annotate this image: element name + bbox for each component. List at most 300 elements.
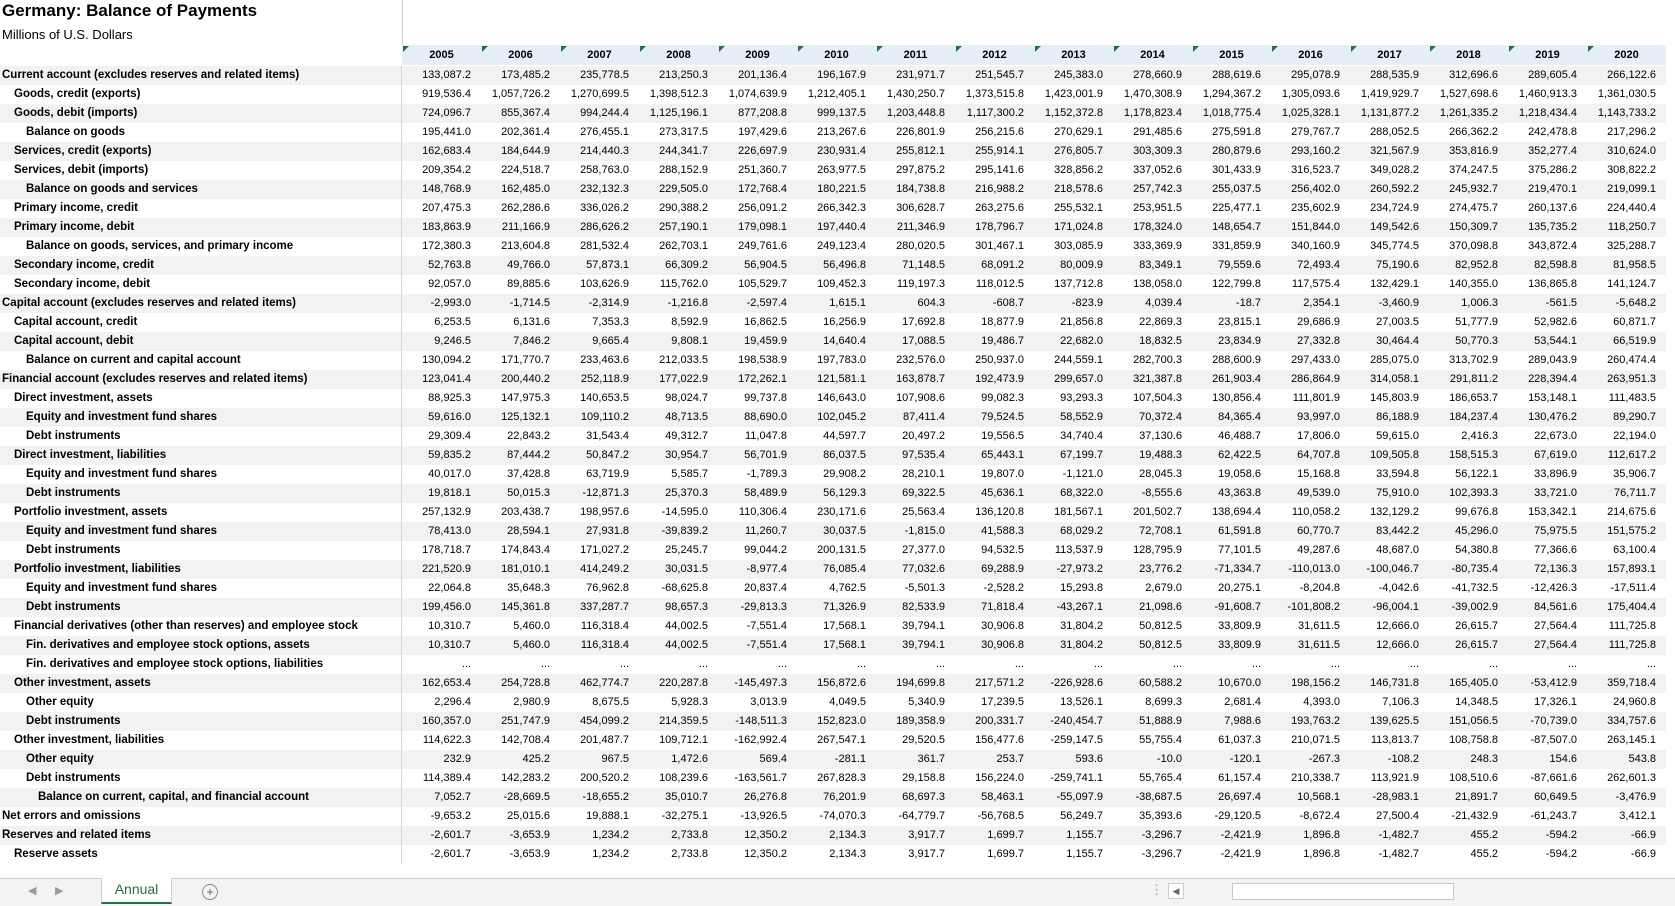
row-label-cell[interactable]: Direct investment, assets bbox=[0, 389, 402, 408]
value-cell[interactable]: 28,045.3 bbox=[1139, 468, 1182, 480]
value-cell[interactable]: 51,777.9 bbox=[1455, 316, 1498, 328]
value-cell[interactable]: 35,906.7 bbox=[1613, 468, 1656, 480]
value-cell[interactable]: 308,822.2 bbox=[1607, 164, 1656, 176]
value-cell[interactable]: -1,216.8 bbox=[667, 297, 708, 309]
value-cell[interactable]: 18,877.9 bbox=[981, 316, 1024, 328]
value-cell[interactable]: 192,473.9 bbox=[975, 373, 1024, 385]
value-cell[interactable]: 67,199.7 bbox=[1060, 449, 1103, 461]
value-cell[interactable]: 152,823.0 bbox=[817, 715, 866, 727]
tab-split-handle-icon[interactable]: ⋮ bbox=[1150, 882, 1163, 897]
value-cell[interactable]: 88,690.0 bbox=[744, 411, 787, 423]
value-cell[interactable]: 14,640.4 bbox=[823, 335, 866, 347]
value-cell[interactable]: 92,057.0 bbox=[428, 278, 471, 290]
value-cell[interactable]: -96,004.1 bbox=[1372, 601, 1419, 613]
value-cell[interactable]: 151,575.2 bbox=[1607, 525, 1656, 537]
value-cell[interactable]: 454,099.2 bbox=[580, 715, 629, 727]
value-cell[interactable]: 130,856.4 bbox=[1212, 392, 1261, 404]
value-cell[interactable]: 197,783.0 bbox=[817, 354, 866, 366]
value-cell[interactable]: 19,818.1 bbox=[428, 487, 471, 499]
value-cell[interactable]: -38,687.5 bbox=[1135, 791, 1182, 803]
value-cell[interactable]: 279,767.7 bbox=[1291, 126, 1340, 138]
value-cell[interactable]: 49,539.0 bbox=[1297, 487, 1340, 499]
value-cell[interactable]: 35,648.3 bbox=[507, 582, 550, 594]
value-cell[interactable]: 336,026.2 bbox=[580, 202, 629, 214]
value-cell[interactable]: -281.1 bbox=[834, 753, 866, 765]
value-cell[interactable]: 17,239.5 bbox=[981, 696, 1024, 708]
row-label-cell[interactable]: Financial account (excludes reserves and related items) bbox=[0, 370, 402, 389]
value-cell[interactable]: -43,267.1 bbox=[1056, 601, 1103, 613]
value-cell[interactable]: 151,056.5 bbox=[1449, 715, 1498, 727]
value-cell[interactable]: 72,708.1 bbox=[1139, 525, 1182, 537]
value-cell[interactable]: 162,683.4 bbox=[422, 145, 471, 157]
year-header-cell[interactable] bbox=[876, 45, 955, 65]
value-cell[interactable]: 71,326.9 bbox=[823, 601, 866, 613]
value-cell[interactable]: -12,871.3 bbox=[582, 487, 629, 499]
value-cell[interactable]: 109,505.8 bbox=[1370, 449, 1419, 461]
row-label-cell[interactable]: Goods, debit (imports) bbox=[0, 104, 402, 123]
value-cell[interactable]: 1,218,434.4 bbox=[1518, 107, 1577, 119]
value-cell[interactable]: 604.3 bbox=[917, 297, 945, 309]
value-cell[interactable]: 219,099.1 bbox=[1607, 183, 1656, 195]
value-cell[interactable]: -3,653.9 bbox=[509, 829, 550, 841]
value-cell[interactable]: 177,022.9 bbox=[659, 373, 708, 385]
value-cell[interactable]: 45,636.1 bbox=[981, 487, 1024, 499]
value-cell[interactable]: -145,497.3 bbox=[734, 677, 787, 689]
value-cell[interactable]: 5,340.9 bbox=[908, 696, 945, 708]
value-cell[interactable]: 118,012.5 bbox=[975, 278, 1024, 290]
value-cell[interactable]: -594.2 bbox=[1545, 848, 1577, 860]
value-cell[interactable]: -21,432.9 bbox=[1451, 810, 1498, 822]
value-cell[interactable]: -74,070.3 bbox=[819, 810, 866, 822]
value-cell[interactable]: 24,960.8 bbox=[1613, 696, 1656, 708]
year-header-cell[interactable] bbox=[1429, 45, 1508, 65]
value-cell[interactable]: 1,234.2 bbox=[592, 829, 629, 841]
value-cell[interactable]: 175,404.4 bbox=[1607, 601, 1656, 613]
value-cell[interactable]: 27,332.8 bbox=[1297, 335, 1340, 347]
value-cell[interactable]: 71,818.4 bbox=[981, 601, 1024, 613]
value-cell[interactable]: 67,619.0 bbox=[1534, 449, 1577, 461]
value-cell[interactable]: 86,037.5 bbox=[823, 449, 866, 461]
value-cell[interactable]: 35,393.6 bbox=[1139, 810, 1182, 822]
value-cell[interactable]: ... bbox=[1251, 658, 1261, 670]
value-cell[interactable]: 278,660.9 bbox=[1133, 69, 1182, 81]
value-cell[interactable]: 44,002.5 bbox=[665, 620, 708, 632]
scroll-left-icon[interactable]: ◀ bbox=[1168, 883, 1184, 899]
value-cell[interactable]: 225,477.1 bbox=[1212, 202, 1261, 214]
value-cell[interactable]: 93,293.3 bbox=[1060, 392, 1103, 404]
row-label-cell[interactable]: Secondary income, debit bbox=[0, 275, 402, 294]
row-label-cell[interactable]: Debt instruments bbox=[0, 712, 402, 731]
value-cell[interactable]: 178,718.7 bbox=[422, 544, 471, 556]
value-cell[interactable]: 34,740.4 bbox=[1060, 430, 1103, 442]
value-cell[interactable]: -66.9 bbox=[1630, 848, 1656, 860]
value-cell[interactable]: 111,801.9 bbox=[1292, 392, 1340, 404]
value-cell[interactable]: 150,309.7 bbox=[1449, 221, 1498, 233]
value-cell[interactable]: 109,452.3 bbox=[817, 278, 866, 290]
value-cell[interactable]: -7,551.4 bbox=[746, 620, 787, 632]
value-cell[interactable]: 200,520.2 bbox=[580, 772, 629, 784]
row-label-cell[interactable]: Debt instruments bbox=[0, 598, 402, 617]
value-cell[interactable]: 39,794.1 bbox=[902, 639, 945, 651]
value-cell[interactable]: 248.3 bbox=[1470, 753, 1498, 765]
value-cell[interactable]: 21,856.8 bbox=[1060, 316, 1103, 328]
value-cell[interactable]: 58,552.9 bbox=[1060, 411, 1103, 423]
value-cell[interactable]: -28,669.5 bbox=[503, 791, 550, 803]
value-cell[interactable]: 211,346.9 bbox=[896, 221, 945, 233]
value-cell[interactable]: 291,811.2 bbox=[1449, 373, 1498, 385]
value-cell[interactable]: 35,010.7 bbox=[665, 791, 708, 803]
value-cell[interactable]: 7,052.7 bbox=[434, 791, 471, 803]
value-cell[interactable]: 83,442.2 bbox=[1376, 525, 1419, 537]
value-cell[interactable]: 256,215.6 bbox=[975, 126, 1024, 138]
value-cell[interactable]: 116,318.4 bbox=[580, 639, 629, 651]
value-cell[interactable]: 110,058.2 bbox=[1291, 506, 1340, 518]
value-cell[interactable]: 17,806.0 bbox=[1297, 430, 1340, 442]
value-cell[interactable]: 7,106.3 bbox=[1382, 696, 1419, 708]
value-cell[interactable]: 1,178,823.4 bbox=[1123, 107, 1182, 119]
value-cell[interactable]: 60,588.2 bbox=[1139, 677, 1182, 689]
value-cell[interactable]: ... bbox=[935, 658, 945, 670]
value-cell[interactable]: 19,058.6 bbox=[1218, 468, 1261, 480]
value-cell[interactable]: 201,136.4 bbox=[738, 69, 787, 81]
prev-sheet-arrow-icon[interactable]: ◀ bbox=[28, 885, 37, 897]
value-cell[interactable]: 50,847.2 bbox=[586, 449, 629, 461]
value-cell[interactable]: 138,694.4 bbox=[1212, 506, 1261, 518]
value-cell[interactable]: 1,018,775.4 bbox=[1202, 107, 1261, 119]
value-cell[interactable]: 27,564.4 bbox=[1534, 620, 1577, 632]
value-cell[interactable]: 210,338.7 bbox=[1291, 772, 1340, 784]
value-cell[interactable]: 75,910.0 bbox=[1376, 487, 1419, 499]
value-cell[interactable]: 156,477.6 bbox=[975, 734, 1024, 746]
value-cell[interactable]: 148,768.9 bbox=[422, 183, 471, 195]
value-cell[interactable]: 375,286.2 bbox=[1528, 164, 1577, 176]
value-cell[interactable]: 2,733.8 bbox=[671, 848, 708, 860]
value-cell[interactable]: 114,622.3 bbox=[422, 734, 471, 746]
value-cell[interactable]: 301,467.1 bbox=[975, 240, 1024, 252]
value-cell[interactable]: -162,992.4 bbox=[734, 734, 787, 746]
value-cell[interactable]: 263,145.1 bbox=[1607, 734, 1656, 746]
value-cell[interactable]: 110,306.4 bbox=[738, 506, 787, 518]
value-cell[interactable]: 10,310.7 bbox=[428, 620, 471, 632]
value-cell[interactable]: 29,908.2 bbox=[823, 468, 866, 480]
value-cell[interactable]: 89,290.7 bbox=[1613, 411, 1656, 423]
value-cell[interactable]: 98,657.3 bbox=[665, 601, 708, 613]
value-cell[interactable]: ... bbox=[1093, 658, 1103, 670]
value-cell[interactable]: 242,478.8 bbox=[1528, 126, 1577, 138]
value-cell[interactable]: 117,575.4 bbox=[1291, 278, 1340, 290]
row-label-cell[interactable]: Primary income, debit bbox=[0, 218, 402, 237]
value-cell[interactable]: -61,243.7 bbox=[1530, 810, 1577, 822]
value-cell[interactable]: 331,859.9 bbox=[1212, 240, 1261, 252]
value-cell[interactable]: 22,682.0 bbox=[1060, 335, 1103, 347]
value-cell[interactable]: 303,085.9 bbox=[1054, 240, 1103, 252]
value-cell[interactable]: 249,761.6 bbox=[738, 240, 787, 252]
value-cell[interactable]: ... bbox=[1409, 658, 1419, 670]
value-cell[interactable]: 56,904.5 bbox=[744, 259, 787, 271]
value-cell[interactable]: 1,896.8 bbox=[1303, 829, 1340, 841]
value-cell[interactable]: -28,983.1 bbox=[1372, 791, 1419, 803]
value-cell[interactable]: 189,358.9 bbox=[896, 715, 945, 727]
value-cell[interactable]: 245,932.7 bbox=[1449, 183, 1498, 195]
value-cell[interactable]: 30,031.5 bbox=[665, 563, 708, 575]
value-cell[interactable]: 183,863.9 bbox=[422, 221, 471, 233]
value-cell[interactable]: -2,597.4 bbox=[746, 297, 787, 309]
value-cell[interactable]: 6,131.6 bbox=[513, 316, 550, 328]
value-cell[interactable]: 1,234.2 bbox=[592, 848, 629, 860]
value-cell[interactable]: 877,208.8 bbox=[738, 107, 787, 119]
value-cell[interactable]: 15,168.8 bbox=[1297, 468, 1340, 480]
value-cell[interactable]: 29,309.4 bbox=[428, 430, 471, 442]
value-cell[interactable]: 60,871.7 bbox=[1613, 316, 1656, 328]
value-cell[interactable]: 153,342.1 bbox=[1528, 506, 1577, 518]
value-cell[interactable]: 181,567.1 bbox=[1054, 506, 1103, 518]
value-cell[interactable]: 99,676.8 bbox=[1455, 506, 1498, 518]
value-cell[interactable]: -226,928.6 bbox=[1050, 677, 1103, 689]
value-cell[interactable]: 1,143,733.2 bbox=[1597, 107, 1656, 119]
row-label-cell[interactable]: Reserve assets bbox=[0, 845, 402, 864]
value-cell[interactable]: 113,537.9 bbox=[1054, 544, 1103, 556]
value-cell[interactable]: 88,925.3 bbox=[428, 392, 471, 404]
value-cell[interactable]: 50,812.5 bbox=[1139, 639, 1182, 651]
value-cell[interactable]: -53,412.9 bbox=[1530, 677, 1577, 689]
value-cell[interactable]: 153,148.1 bbox=[1528, 392, 1577, 404]
value-cell[interactable]: 288,600.9 bbox=[1212, 354, 1261, 366]
value-cell[interactable]: 4,039.4 bbox=[1145, 297, 1182, 309]
value-cell[interactable]: 251,360.7 bbox=[738, 164, 787, 176]
value-cell[interactable]: ... bbox=[1172, 658, 1182, 670]
row-label-cell[interactable]: Equity and investment fund shares bbox=[0, 408, 402, 427]
value-cell[interactable]: 27,500.4 bbox=[1376, 810, 1419, 822]
value-cell[interactable]: 281,532.4 bbox=[580, 240, 629, 252]
value-cell[interactable]: 26,697.4 bbox=[1218, 791, 1261, 803]
value-cell[interactable]: 122,799.8 bbox=[1212, 278, 1261, 290]
value-cell[interactable]: 50,770.3 bbox=[1455, 335, 1498, 347]
value-cell[interactable]: 374,247.5 bbox=[1449, 164, 1498, 176]
value-cell[interactable]: 226,697.9 bbox=[738, 145, 787, 157]
value-cell[interactable]: 199,456.0 bbox=[422, 601, 471, 613]
value-cell[interactable]: 178,796.7 bbox=[975, 221, 1024, 233]
value-cell[interactable]: 3,917.7 bbox=[908, 829, 945, 841]
value-cell[interactable]: -3,460.9 bbox=[1378, 297, 1419, 309]
value-cell[interactable]: 108,510.6 bbox=[1449, 772, 1498, 784]
value-cell[interactable]: 291,485.6 bbox=[1133, 126, 1182, 138]
value-cell[interactable]: ... bbox=[1646, 658, 1656, 670]
value-cell[interactable]: 99,082.3 bbox=[981, 392, 1024, 404]
value-cell[interactable]: 105,529.7 bbox=[738, 278, 787, 290]
value-cell[interactable]: 266,362.2 bbox=[1449, 126, 1498, 138]
value-cell[interactable]: 232,576.0 bbox=[896, 354, 945, 366]
value-cell[interactable]: 1,261,335.2 bbox=[1439, 107, 1498, 119]
value-cell[interactable]: 257,742.3 bbox=[1133, 183, 1182, 195]
value-cell[interactable]: 18,832.5 bbox=[1139, 335, 1182, 347]
value-cell[interactable]: 171,770.7 bbox=[501, 354, 550, 366]
row-label-cell[interactable]: Balance on goods and services bbox=[0, 180, 402, 199]
value-cell[interactable]: 7,353.3 bbox=[592, 316, 629, 328]
value-cell[interactable]: 26,615.7 bbox=[1455, 639, 1498, 651]
value-cell[interactable]: 114,389.4 bbox=[422, 772, 471, 784]
value-cell[interactable]: 288,052.5 bbox=[1370, 126, 1419, 138]
value-cell[interactable]: 76,962.8 bbox=[586, 582, 629, 594]
value-cell[interactable]: 87,411.4 bbox=[902, 411, 945, 423]
value-cell[interactable]: 123,041.4 bbox=[422, 373, 471, 385]
value-cell[interactable]: -18,655.2 bbox=[582, 791, 629, 803]
year-header-cell[interactable] bbox=[797, 45, 876, 65]
value-cell[interactable]: 184,644.9 bbox=[501, 145, 550, 157]
value-cell[interactable]: ... bbox=[1014, 658, 1024, 670]
row-label-cell[interactable]: Capital account (excludes reserves and related items) bbox=[0, 294, 402, 313]
value-cell[interactable]: -2,421.9 bbox=[1220, 829, 1261, 841]
value-cell[interactable]: 226,801.9 bbox=[896, 126, 945, 138]
value-cell[interactable]: 263,951.3 bbox=[1607, 373, 1656, 385]
value-cell[interactable]: 10,568.1 bbox=[1297, 791, 1340, 803]
value-cell[interactable]: -10.0 bbox=[1156, 753, 1182, 765]
value-cell[interactable]: -9,653.2 bbox=[430, 810, 471, 822]
value-cell[interactable]: 2,416.3 bbox=[1461, 430, 1498, 442]
value-cell[interactable]: 130,476.2 bbox=[1528, 411, 1577, 423]
value-cell[interactable]: 57,873.1 bbox=[586, 259, 629, 271]
value-cell[interactable]: 154.6 bbox=[1549, 753, 1577, 765]
value-cell[interactable]: 103,626.9 bbox=[580, 278, 629, 290]
value-cell[interactable]: 157,893.1 bbox=[1607, 563, 1656, 575]
row-label-cell[interactable]: Net errors and omissions bbox=[0, 807, 402, 826]
year-header-cell[interactable] bbox=[1508, 45, 1587, 65]
value-cell[interactable]: 10,670.0 bbox=[1218, 677, 1261, 689]
value-cell[interactable]: 919,536.4 bbox=[422, 88, 471, 100]
value-cell[interactable]: 1,472.6 bbox=[671, 753, 708, 765]
value-cell[interactable]: 345,774.5 bbox=[1370, 240, 1419, 252]
value-cell[interactable]: 31,611.5 bbox=[1297, 620, 1340, 632]
value-cell[interactable]: -148,511.3 bbox=[735, 715, 787, 727]
value-cell[interactable]: 70,372.4 bbox=[1139, 411, 1182, 423]
value-cell[interactable]: 56,122.1 bbox=[1455, 468, 1498, 480]
value-cell[interactable]: 68,029.2 bbox=[1060, 525, 1103, 537]
value-cell[interactable]: 52,982.6 bbox=[1534, 316, 1577, 328]
value-cell[interactable]: 17,568.1 bbox=[823, 639, 866, 651]
value-cell[interactable]: 87,444.2 bbox=[507, 449, 550, 461]
value-cell[interactable]: 1,699.7 bbox=[987, 829, 1024, 841]
value-cell[interactable]: 255,037.5 bbox=[1212, 183, 1261, 195]
value-cell[interactable]: 254,728.8 bbox=[501, 677, 550, 689]
value-cell[interactable]: -259,147.5 bbox=[1050, 734, 1103, 746]
value-cell[interactable]: 29,520.5 bbox=[902, 734, 945, 746]
value-cell[interactable]: 234,724.9 bbox=[1370, 202, 1419, 214]
value-cell[interactable]: -2,421.9 bbox=[1220, 848, 1261, 860]
value-cell[interactable]: 414,249.2 bbox=[580, 563, 629, 575]
value-cell[interactable]: 352,277.4 bbox=[1528, 145, 1577, 157]
value-cell[interactable]: 69,322.5 bbox=[902, 487, 945, 499]
value-cell[interactable]: -5,501.3 bbox=[904, 582, 945, 594]
value-cell[interactable]: 266,342.3 bbox=[817, 202, 866, 214]
value-cell[interactable]: 84,365.4 bbox=[1218, 411, 1261, 423]
value-cell[interactable]: 244,341.7 bbox=[659, 145, 708, 157]
value-cell[interactable]: 196,167.9 bbox=[817, 69, 866, 81]
value-cell[interactable]: 146,643.0 bbox=[817, 392, 866, 404]
value-cell[interactable]: -2,993.0 bbox=[430, 297, 471, 309]
value-cell[interactable]: -608.7 bbox=[992, 297, 1024, 309]
value-cell[interactable]: 80,009.9 bbox=[1060, 259, 1103, 271]
value-cell[interactable]: 128,795.9 bbox=[1133, 544, 1182, 556]
value-cell[interactable]: 46,488.7 bbox=[1218, 430, 1261, 442]
value-cell[interactable]: -87,507.0 bbox=[1530, 734, 1577, 746]
value-cell[interactable]: ... bbox=[698, 658, 708, 670]
value-cell[interactable]: 109,712.1 bbox=[659, 734, 708, 746]
value-cell[interactable]: 232.9 bbox=[443, 753, 471, 765]
value-cell[interactable]: 462,774.7 bbox=[580, 677, 629, 689]
value-cell[interactable]: 198,156.2 bbox=[1291, 677, 1340, 689]
value-cell[interactable]: 207,475.3 bbox=[422, 202, 471, 214]
value-cell[interactable]: 69,288.9 bbox=[981, 563, 1024, 575]
value-cell[interactable]: 77,032.6 bbox=[902, 563, 945, 575]
value-cell[interactable]: 19,488.3 bbox=[1139, 449, 1182, 461]
value-cell[interactable]: 214,440.3 bbox=[580, 145, 629, 157]
value-cell[interactable]: 8,592.9 bbox=[671, 316, 708, 328]
value-cell[interactable]: 257,132.9 bbox=[422, 506, 471, 518]
value-cell[interactable]: 58,489.9 bbox=[744, 487, 787, 499]
value-cell[interactable]: 19,486.7 bbox=[981, 335, 1024, 347]
value-cell[interactable]: 16,256.9 bbox=[823, 316, 866, 328]
value-cell[interactable]: 58,463.1 bbox=[981, 791, 1024, 803]
value-cell[interactable]: 193,763.2 bbox=[1291, 715, 1340, 727]
value-cell[interactable]: 340,160.9 bbox=[1291, 240, 1340, 252]
value-cell[interactable]: 200,131.5 bbox=[817, 544, 866, 556]
value-cell[interactable]: 43,363.8 bbox=[1218, 487, 1261, 499]
value-cell[interactable]: -2,601.7 bbox=[430, 848, 471, 860]
value-cell[interactable]: 5,928.3 bbox=[671, 696, 708, 708]
value-cell[interactable]: 30,906.8 bbox=[981, 639, 1024, 651]
value-cell[interactable]: -1,789.3 bbox=[746, 468, 787, 480]
value-cell[interactable]: 141,124.7 bbox=[1607, 278, 1656, 290]
value-cell[interactable]: 569.4 bbox=[759, 753, 787, 765]
value-cell[interactable]: 5,585.7 bbox=[671, 468, 708, 480]
value-cell[interactable]: -2,314.9 bbox=[588, 297, 629, 309]
value-cell[interactable]: 11,047.8 bbox=[744, 430, 787, 442]
value-cell[interactable]: 1,305,093.6 bbox=[1281, 88, 1340, 100]
value-cell[interactable]: -7,551.4 bbox=[746, 639, 787, 651]
value-cell[interactable]: -71,334.7 bbox=[1214, 563, 1261, 575]
value-cell[interactable]: 230,931.4 bbox=[817, 145, 866, 157]
year-header-cell[interactable] bbox=[560, 45, 639, 65]
row-label-cell[interactable]: Portfolio investment, assets bbox=[0, 503, 402, 522]
value-cell[interactable]: 17,088.5 bbox=[902, 335, 945, 347]
row-label-cell[interactable]: Goods, credit (exports) bbox=[0, 85, 402, 104]
year-header-cell[interactable] bbox=[1113, 45, 1192, 65]
value-cell[interactable]: 255,812.1 bbox=[896, 145, 945, 157]
row-label-cell[interactable]: Balance on current, capital, and financial account bbox=[0, 788, 402, 807]
value-cell[interactable]: 219,470.1 bbox=[1528, 183, 1577, 195]
value-cell[interactable]: 306,628.7 bbox=[896, 202, 945, 214]
value-cell[interactable]: 51,888.9 bbox=[1139, 715, 1182, 727]
value-cell[interactable]: 455.2 bbox=[1470, 848, 1498, 860]
value-cell[interactable]: 5,460.0 bbox=[513, 639, 550, 651]
value-cell[interactable]: 30,954.7 bbox=[665, 449, 708, 461]
value-cell[interactable]: 108,239.6 bbox=[659, 772, 708, 784]
value-cell[interactable]: 33,896.9 bbox=[1534, 468, 1577, 480]
value-cell[interactable]: 17,568.1 bbox=[823, 620, 866, 632]
value-cell[interactable]: 9,246.5 bbox=[434, 335, 471, 347]
value-cell[interactable]: 56,129.3 bbox=[823, 487, 866, 499]
row-label-cell[interactable]: Fin. derivatives and employee stock options, liabilities bbox=[0, 655, 402, 674]
value-cell[interactable]: 132,429.1 bbox=[1370, 278, 1419, 290]
value-cell[interactable]: 266,122.6 bbox=[1607, 69, 1656, 81]
value-cell[interactable]: 260,592.2 bbox=[1370, 183, 1419, 195]
value-cell[interactable]: 359,718.4 bbox=[1607, 677, 1656, 689]
value-cell[interactable]: 2,681.4 bbox=[1224, 696, 1261, 708]
value-cell[interactable]: 136,865.8 bbox=[1528, 278, 1577, 290]
value-cell[interactable]: 25,015.6 bbox=[507, 810, 550, 822]
value-cell[interactable]: 316,523.7 bbox=[1291, 164, 1340, 176]
value-cell[interactable]: 211,166.9 bbox=[501, 221, 550, 233]
value-cell[interactable]: -12,426.3 bbox=[1530, 582, 1577, 594]
